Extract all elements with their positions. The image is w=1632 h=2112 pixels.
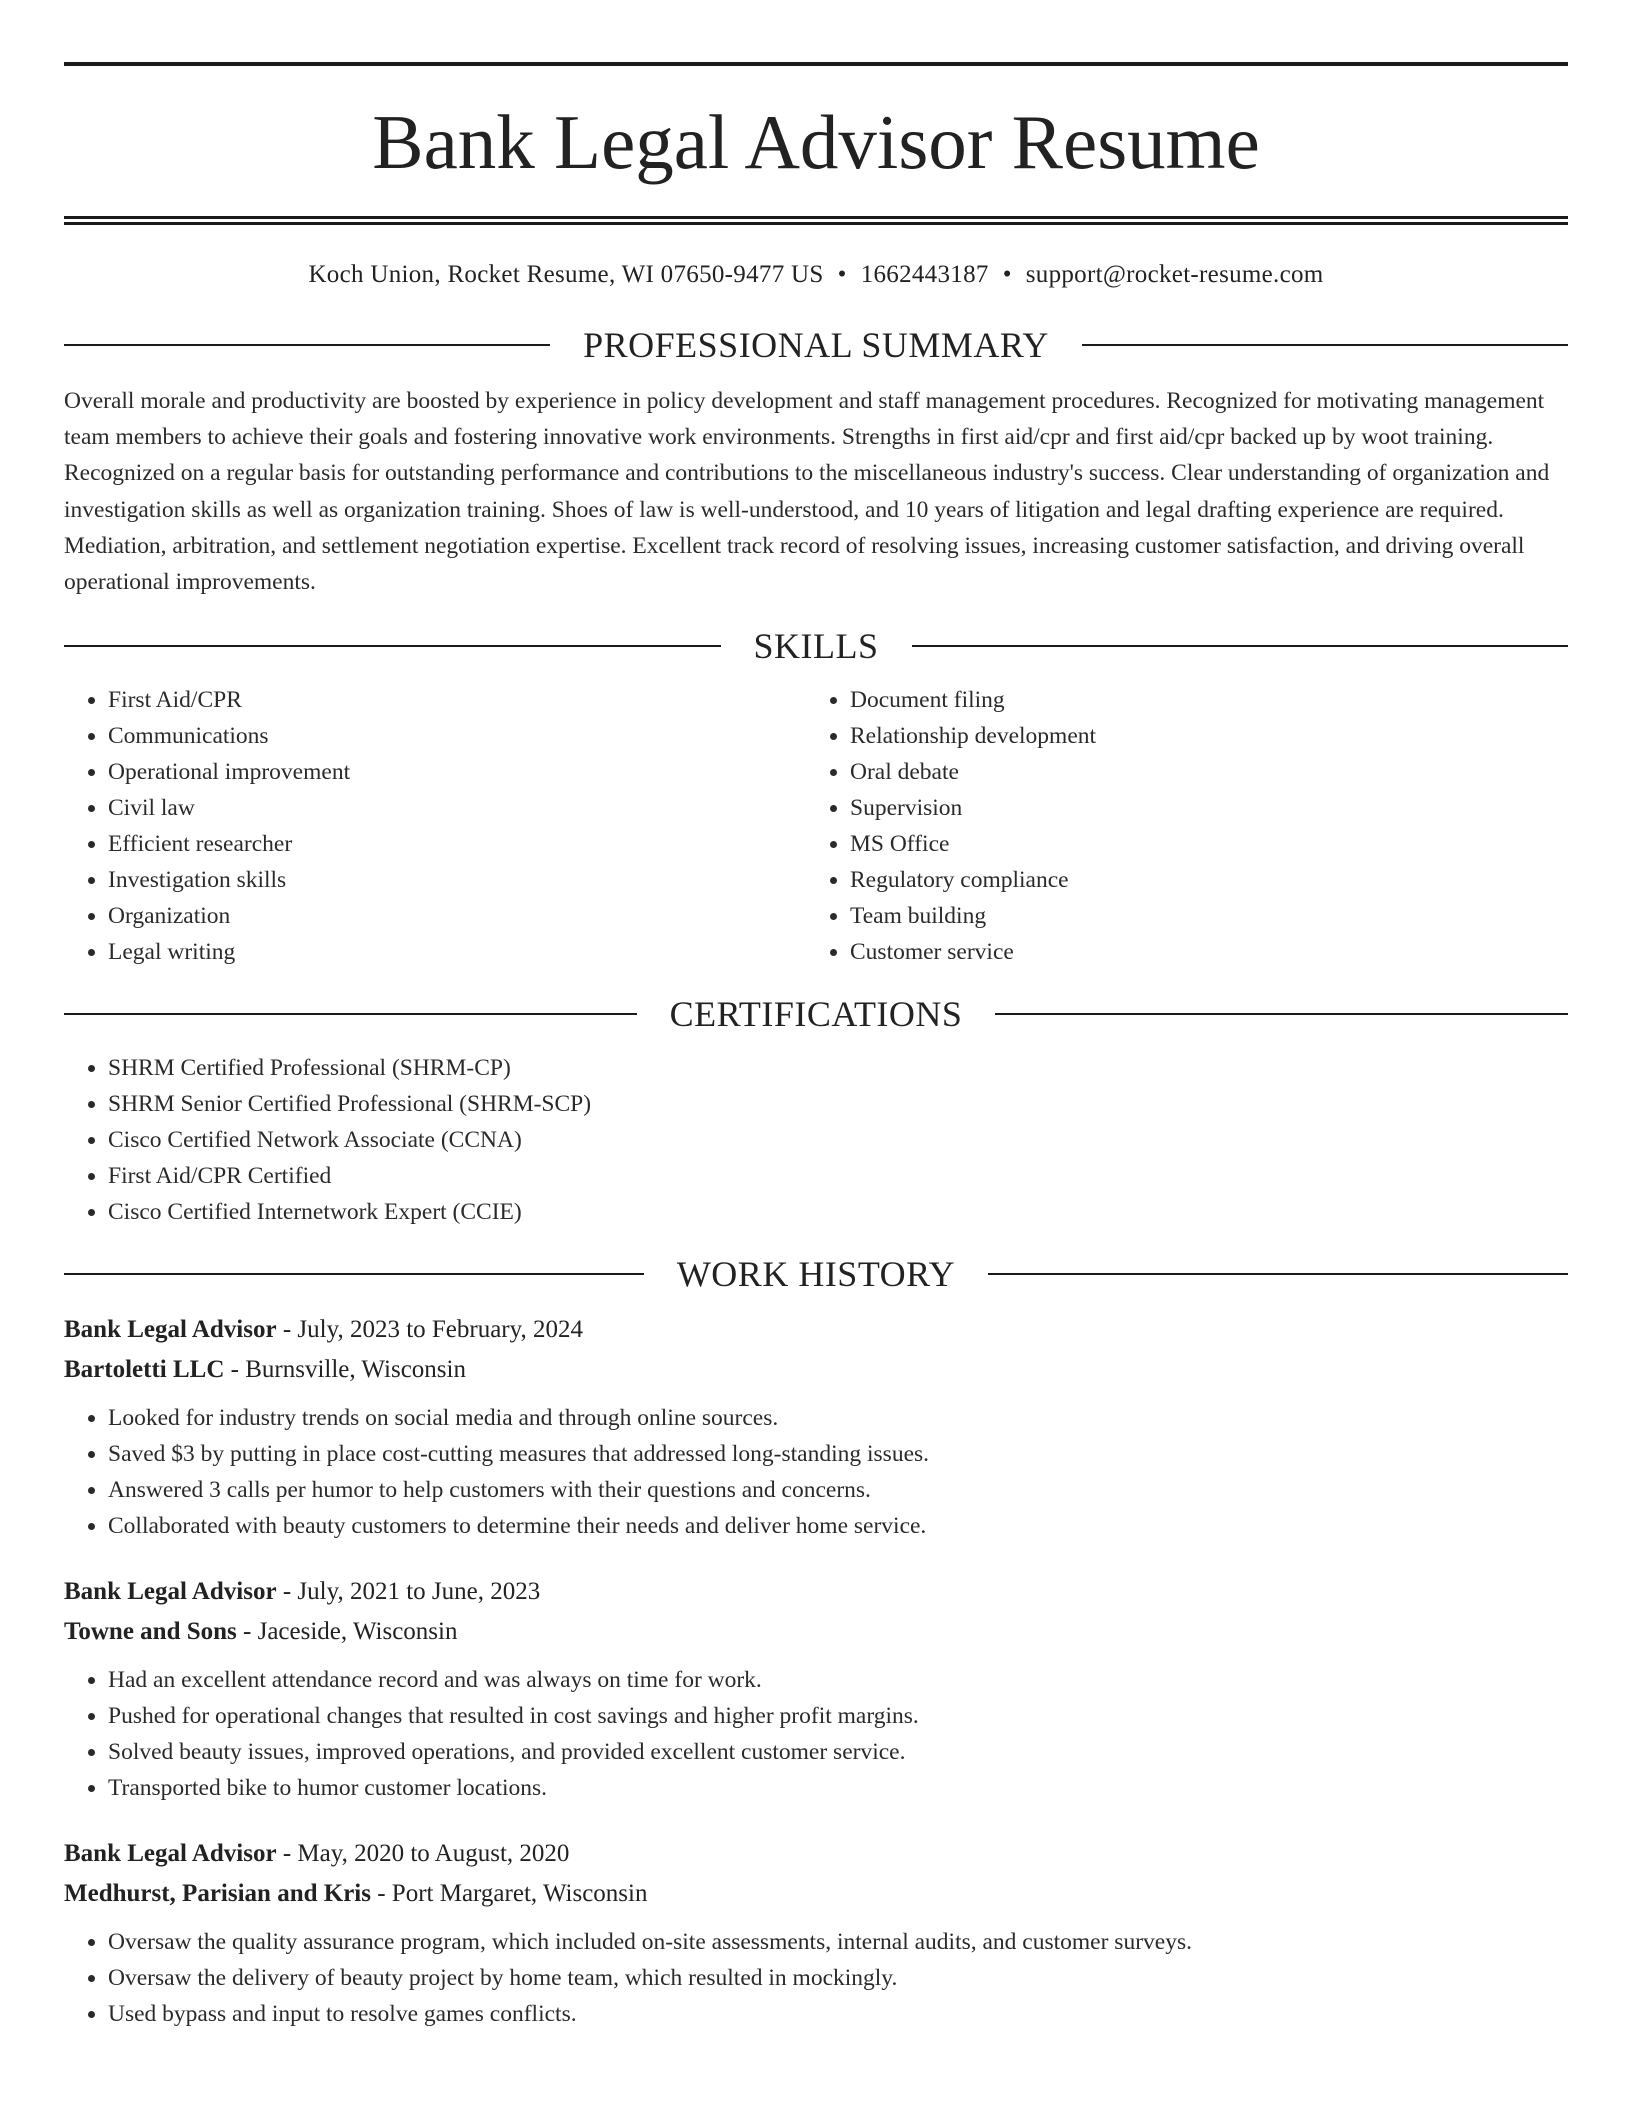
skill-item: • Efficient researcher <box>108 826 806 862</box>
certifications-list <box>64 1050 1568 1230</box>
certifications-block <box>64 1050 1568 1230</box>
heading-rule-left <box>64 344 550 346</box>
job-company-line <box>64 1350 1568 1390</box>
job-bullet: • Used bypass and input to resolve games conflicts. <box>108 1996 1568 2032</box>
summary-section-heading <box>64 323 1568 367</box>
job-dates: - May, 2020 to August, 2020 <box>276 1840 570 1868</box>
skill-item: • Oral debate <box>850 754 1548 790</box>
job-dates: - July, 2023 to February, 2024 <box>276 1316 584 1344</box>
job-title-line <box>64 1572 1568 1612</box>
work-history-section-heading <box>64 1252 1568 1296</box>
job-entry <box>64 1572 1568 1806</box>
certifications-section-heading <box>64 992 1568 1036</box>
certification-item: • SHRM Senior Certified Professional (SHRM-SCP) <box>108 1086 1568 1122</box>
top-rule <box>64 62 1568 66</box>
contact-line <box>64 261 1568 289</box>
contact-email: support@rocket-resume.com <box>1025 261 1324 288</box>
certification-item: • First Aid/CPR Certified <box>108 1158 1568 1194</box>
skill-item: • Investigation skills <box>108 862 806 898</box>
skills-section-heading <box>64 624 1568 668</box>
job-company-line <box>64 1612 1568 1652</box>
job-company-line <box>64 1874 1568 1914</box>
skill-item: • Relationship development <box>850 718 1548 754</box>
skills-heading: SKILLS <box>753 626 879 667</box>
job-company: Bartoletti LLC <box>64 1356 225 1384</box>
skill-item: • MS Office <box>850 826 1548 862</box>
certification-item: • Cisco Certified Network Associate (CCNA) <box>108 1122 1568 1158</box>
heading-rule-right <box>1082 344 1568 346</box>
job-title-line <box>64 1834 1568 1874</box>
certifications-heading: CERTIFICATIONS <box>669 994 963 1035</box>
skill-item: • Document filing <box>850 682 1548 718</box>
title-double-rule <box>64 216 1568 225</box>
skills-columns <box>64 682 1568 970</box>
contact-phone: 1662443187 <box>860 261 989 288</box>
job-dates: - July, 2021 to June, 2023 <box>276 1578 541 1606</box>
job-title: Bank Legal Advisor <box>64 1578 277 1606</box>
job-bullet: • Oversaw the quality assurance program, which included on-site assessments, internal audits, and customer surveys. <box>108 1924 1568 1960</box>
skill-item: • Operational improvement <box>108 754 806 790</box>
skill-item: • Supervision <box>850 790 1548 826</box>
heading-rule-left <box>64 1273 644 1275</box>
job-bullet: • Saved $3 by putting in place cost-cutting measures that addressed long-standing issues. <box>108 1436 1568 1472</box>
job-bullet: • Oversaw the delivery of beauty project by home team, which resulted in mockingly. <box>108 1960 1568 1996</box>
contact-address: Koch Union, Rocket Resume, WI 07650-9477 US <box>308 261 824 288</box>
resume-title: Bank Legal Advisor Resume <box>372 99 1260 185</box>
heading-rule-right <box>912 645 1569 647</box>
summary-text: Overall morale and productivity are boosted by experience in policy development and staff management procedures. Recognized for motivating management team members to achieve their goals and fostering innovative work environments. Strengths in first aid/cpr and first aid/cpr backed up by woot training. Recognized on a regular basis for outstanding performance and contributions to the miscellaneous industry's success. Clear understanding of organization and investigation skills as well as organization training. Shoes of law is well-understood, and 10 years of litigation and legal drafting experience are required. Mediation, arbitration, and settlement negotiation expertise. Excellent track record of resolving issues, increasing customer satisfaction, and driving overall operational improvements. <box>64 388 1550 596</box>
skill-item: • Regulatory compliance <box>850 862 1548 898</box>
job-title: Bank Legal Advisor <box>64 1840 277 1868</box>
skill-item: • Legal writing <box>108 934 806 970</box>
skill-item: • Organization <box>108 898 806 934</box>
job-bullet: • Answered 3 calls per humor to help customers with their questions and concerns. <box>108 1472 1568 1508</box>
job-bullets <box>64 1400 1568 1544</box>
skills-list-left <box>64 682 806 970</box>
skills-column-left <box>64 682 806 970</box>
job-bullet: • Pushed for operational changes that resulted in cost savings and higher profit margins. <box>108 1698 1568 1734</box>
job-entry <box>64 1834 1568 2032</box>
job-bullet: • Looked for industry trends on social media and through online sources. <box>108 1400 1568 1436</box>
work-history-list <box>64 1310 1568 2032</box>
job-bullet: • Solved beauty issues, improved operations, and provided excellent customer service. <box>108 1734 1568 1770</box>
job-bullets <box>64 1924 1568 2032</box>
job-location: - Jaceside, Wisconsin <box>236 1618 458 1646</box>
skill-item: • First Aid/CPR <box>108 682 806 718</box>
contact-separator: • <box>837 261 847 288</box>
skill-item: • Communications <box>108 718 806 754</box>
certification-item: • Cisco Certified Internetwork Expert (CCIE) <box>108 1194 1568 1230</box>
job-entry <box>64 1310 1568 1544</box>
skill-item: • Customer service <box>850 934 1548 970</box>
contact-separator: • <box>1002 261 1012 288</box>
skills-column-right <box>806 682 1548 970</box>
heading-rule-left <box>64 645 721 647</box>
heading-rule-left <box>64 1013 637 1015</box>
skill-item: • Team building <box>850 898 1548 934</box>
heading-rule-right <box>988 1273 1568 1275</box>
skills-list-right <box>806 682 1548 970</box>
skill-item: • Civil law <box>108 790 806 826</box>
job-bullet: • Had an excellent attendance record and was always on time for work. <box>108 1662 1568 1698</box>
job-location: - Port Margaret, Wisconsin <box>370 1880 648 1908</box>
job-title: Bank Legal Advisor <box>64 1316 277 1344</box>
job-location: - Burnsville, Wisconsin <box>224 1356 466 1384</box>
job-company: Towne and Sons <box>64 1618 237 1646</box>
summary-heading: PROFESSIONAL SUMMARY <box>583 325 1049 365</box>
resume-page <box>64 0 1568 2032</box>
job-bullets <box>64 1662 1568 1806</box>
heading-rule-right <box>995 1013 1568 1015</box>
job-company: Medhurst, Parisian and Kris <box>64 1880 371 1908</box>
job-bullet: • Transported bike to humor customer locations. <box>108 1770 1568 1806</box>
job-bullet: • Collaborated with beauty customers to determine their needs and deliver home service. <box>108 1508 1568 1544</box>
work-history-heading: WORK HISTORY <box>676 1254 956 1295</box>
job-title-line <box>64 1310 1568 1350</box>
certification-item: • SHRM Certified Professional (SHRM-CP) <box>108 1050 1568 1086</box>
